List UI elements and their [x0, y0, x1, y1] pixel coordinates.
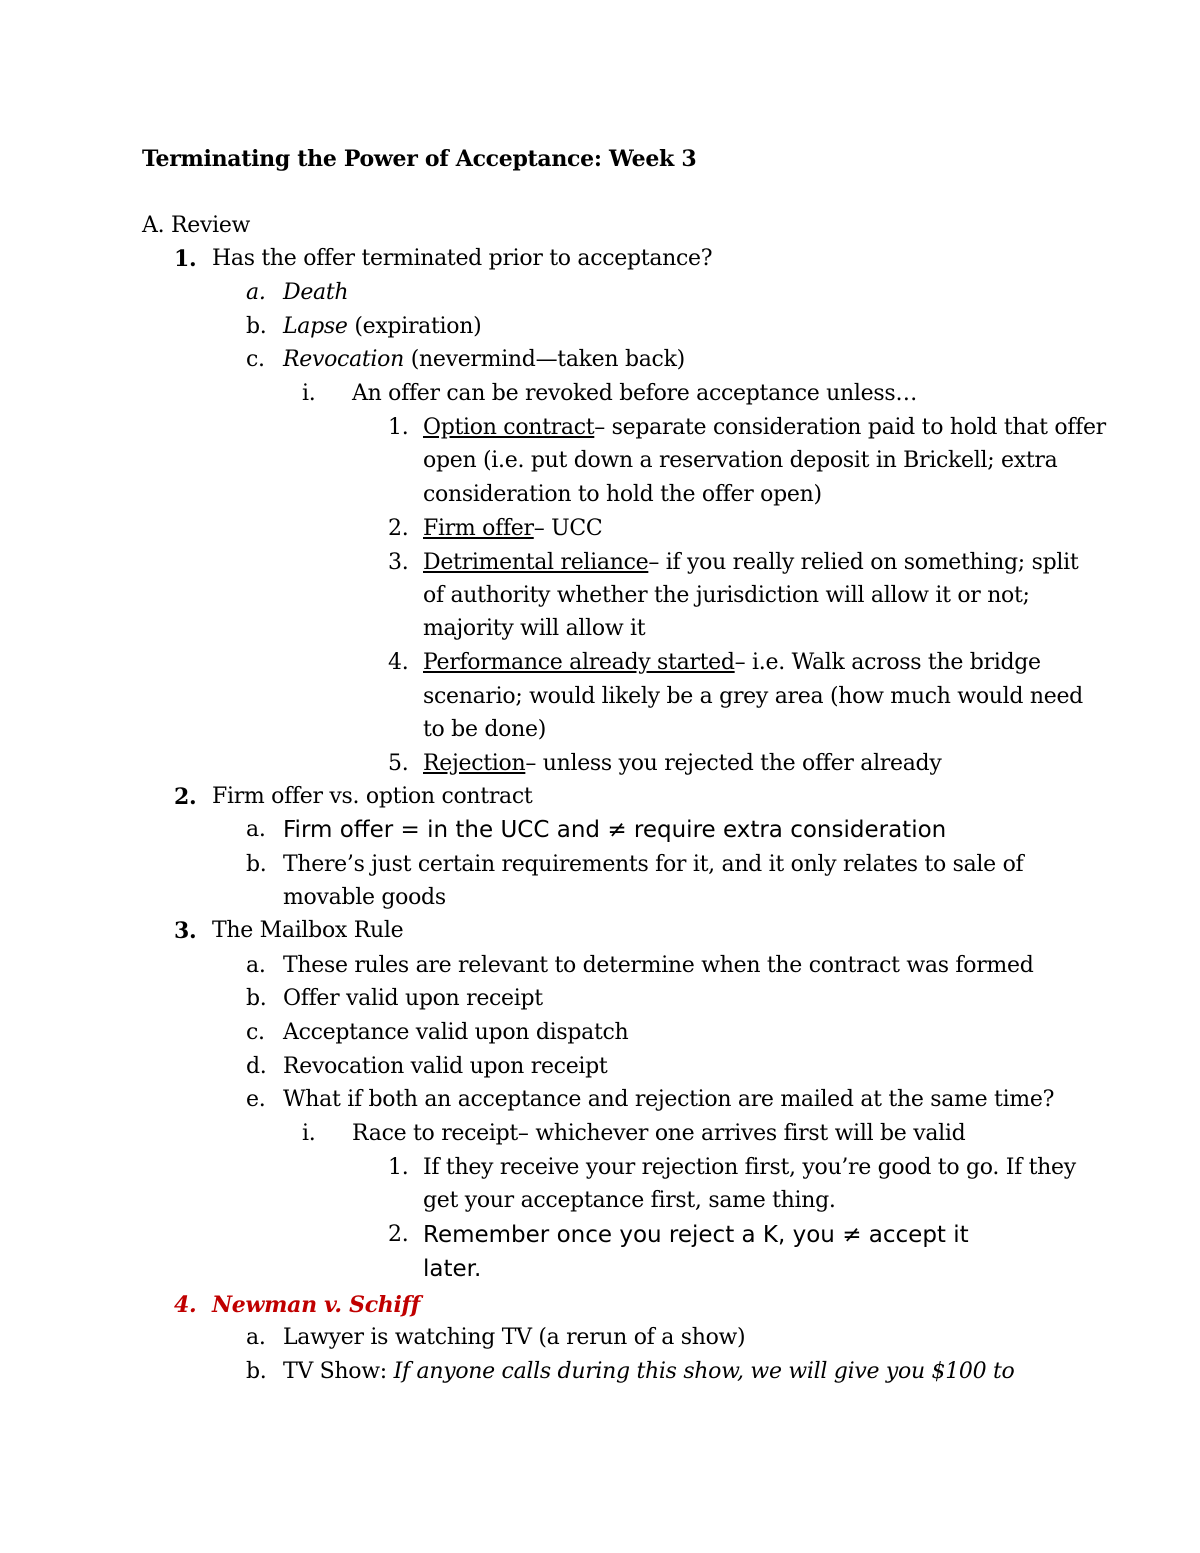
list-item-text: Acceptance valid upon dispatch [283, 1020, 629, 1045]
quoted-text: If anyone calls during this show, we will give you $100 to [393, 1359, 1015, 1384]
list-marker: d. [246, 1054, 267, 1079]
list-item-continuation: get your acceptance first, same thing. [423, 1188, 836, 1213]
underlined-term: Rejection [423, 751, 526, 776]
case-name-heading: Newman v. Schiff [212, 1292, 420, 1318]
list-item-continuation: to be done) [423, 717, 546, 742]
list-item-text-rest: – unless you rejected the offer already [525, 751, 942, 776]
list-item-text [423, 411, 1106, 445]
list-item-text [423, 646, 1041, 680]
list-marker: 3. [174, 918, 197, 944]
list-item-text: Offer valid upon receipt [283, 986, 543, 1011]
list-item-text: Revocation valid upon receipt [283, 1054, 608, 1079]
list-marker: c. [246, 347, 265, 372]
list-marker: a. [246, 953, 266, 978]
list-marker: a. [246, 817, 266, 842]
list-item-text-rest: – UCC [533, 516, 603, 541]
list-item-text: What if both an acceptance and rejection are mailed at the same time? [283, 1087, 1055, 1112]
list-marker: b. [246, 1359, 267, 1384]
list-item-text: Firm offer = in the UCC and ≠ require extra consideration [283, 817, 947, 843]
list-item-text: Lawyer is watching TV (a rerun of a show) [283, 1325, 746, 1350]
list-item-continuation: consideration to hold the offer open) [423, 482, 822, 507]
list-item-continuation: majority will allow it [423, 616, 646, 641]
list-marker: 2. [174, 784, 197, 810]
list-marker: c. [246, 1020, 265, 1045]
list-item-continuation: open (i.e. put down a reservation deposit in Brickell; extra [423, 448, 1058, 473]
list-marker: b. [246, 986, 267, 1011]
list-item-text-rest: (expiration) [347, 314, 482, 339]
list-item-text: Remember once you reject a K, you ≠ accept it [423, 1222, 969, 1248]
list-marker: 2. [388, 1222, 409, 1247]
list-marker: i. [302, 1121, 316, 1146]
list-marker: 5. [388, 751, 409, 776]
list-marker: b. [246, 852, 267, 877]
list-item-text-rest: – if you really relied on something; split [648, 550, 1079, 575]
underlined-term: Firm offer [423, 516, 534, 541]
list-item-text [283, 1355, 1014, 1389]
list-marker: b. [246, 314, 267, 339]
list-marker: 4. [174, 1292, 197, 1318]
list-item-continuation: movable goods [283, 885, 446, 910]
list-item-text [423, 747, 941, 781]
list-marker: e. [246, 1087, 266, 1112]
list-item-text: There’s just certain requirements for it, and it only relates to sale of [283, 852, 1024, 877]
page-title: Terminating the Power of Acceptance: Week 3 [142, 146, 697, 172]
list-marker: a. [246, 280, 266, 305]
list-marker: 1. [388, 1155, 409, 1180]
list-item-text: Race to receipt– whichever one arrives first will be valid [352, 1121, 966, 1146]
italic-term: Lapse [283, 314, 348, 339]
italic-term: Revocation [283, 347, 404, 372]
list-item-text-rest: (nevermind—taken back) [404, 347, 685, 372]
list-item-text: The Mailbox Rule [212, 918, 404, 943]
list-item-text [423, 546, 1078, 580]
list-item-text: Firm offer vs. option contract [212, 784, 533, 809]
list-marker: 2. [388, 516, 409, 541]
list-item-text [283, 343, 685, 377]
list-marker: 1. [174, 246, 197, 272]
list-item-continuation: of authority whether the jurisdiction will allow it or not; [423, 583, 1030, 608]
section-heading-a: A. Review [142, 213, 251, 238]
underlined-term: Detrimental reliance [423, 550, 649, 575]
list-item-text: An offer can be revoked before acceptance unless… [352, 381, 918, 406]
list-item-continuation: later. [423, 1256, 482, 1282]
list-item-text [283, 310, 481, 344]
list-marker: 1. [388, 415, 409, 440]
list-marker: i. [302, 381, 316, 406]
underlined-term: Option contract [423, 415, 595, 440]
list-item-text: Death [283, 280, 349, 305]
list-item-text-rest: – separate consideration paid to hold that offer [594, 415, 1106, 440]
list-marker: 3. [388, 550, 409, 575]
list-marker: 4. [388, 650, 409, 675]
list-marker: a. [246, 1325, 266, 1350]
list-item-label: TV Show: [283, 1359, 394, 1384]
list-item-continuation: scenario; would likely be a grey area (how much would need [423, 684, 1083, 709]
list-item-text [423, 512, 602, 546]
underlined-term: Performance already started [423, 650, 735, 675]
list-item-text: Has the offer terminated prior to acceptance? [212, 246, 713, 271]
list-item-text: If they receive your rejection first, you’re good to go. If they [423, 1155, 1076, 1180]
list-item-text: These rules are relevant to determine when the contract was formed [283, 953, 1034, 978]
list-item-text-rest: – i.e. Walk across the bridge [734, 650, 1041, 675]
